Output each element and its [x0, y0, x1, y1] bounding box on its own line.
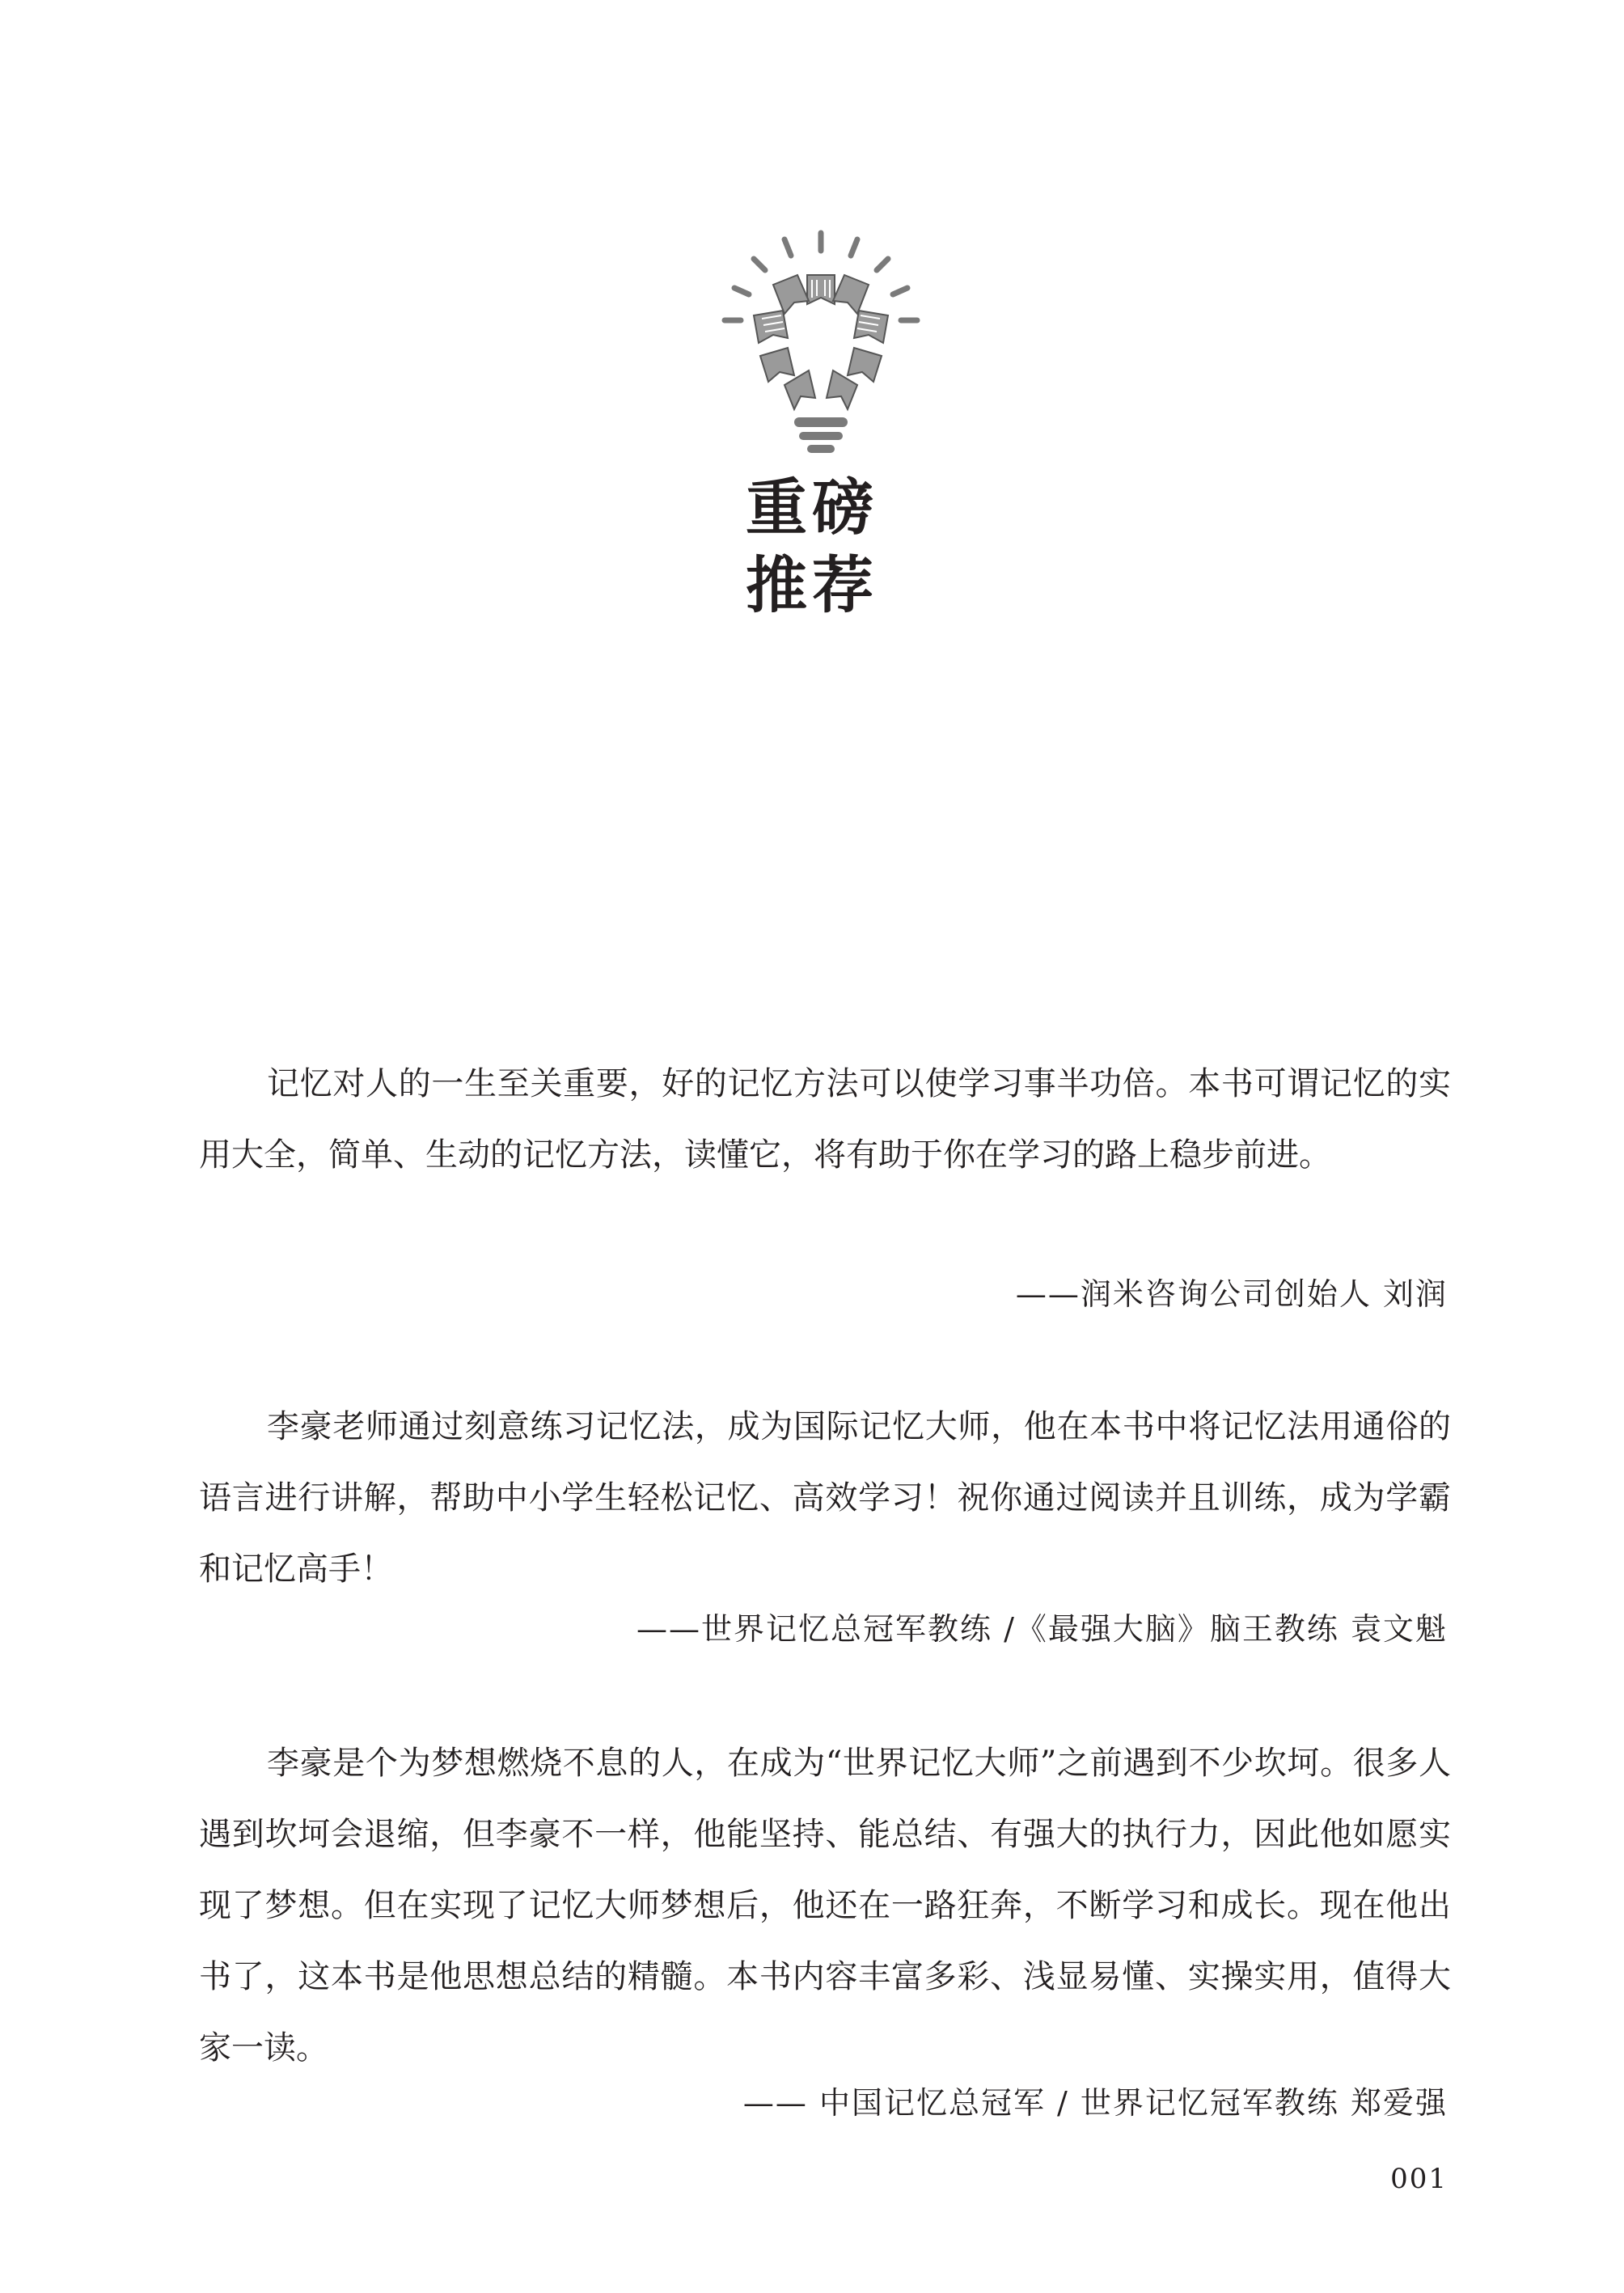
- recommendation-attribution: ——世界记忆总冠军教练 /《最强大脑》脑王教练 袁文魁: [636, 1611, 1448, 1647]
- recommendation-attribution: —— 中国记忆总冠军 / 世界记忆冠军教练 郑爱强: [742, 2085, 1448, 2121]
- recommendation-text: 记忆对人的一生至关重要，好的记忆方法可以使学习事半功倍。本书可谓记忆的实用大全，简单、生动的记忆方法，读懂它，将有助于你在学习的路上稳步前进。: [199, 1065, 1451, 1174]
- section-title-line2: 推荐: [746, 549, 878, 621]
- recommendation-text: 李豪老师通过刻意练习记忆法，成为国际记忆大师，他在本书中将记忆法用通俗的语言进行讲解，帮助中小学生轻松记忆、高效学习！祝你通过阅读并且训练，成为学霸和记忆高手！: [199, 1408, 1451, 1588]
- lightbulb-books-icon: [704, 226, 938, 461]
- recommendation-text: 李豪是个为梦想燃烧不息的人，在成为“世界记忆大师”之前遇到不少坎坷。很多人遇到坎坷会退缩，但李豪不一样，他能坚持、能总结、有强大的执行力，因此他如愿实现了梦想。但在实现了记忆大师梦想后，他还在一路狂奔，不断学习和成长。现在他出书了，这本书是他思想总结的精髓。本书内容丰富多彩、浅显易懂、实操实用，值得大家一读。: [199, 1745, 1451, 2067]
- recommendation-attribution: ——润米咨询公司创始人 刘润: [1015, 1276, 1448, 1312]
- page-number: 001: [1390, 2163, 1448, 2195]
- section-title-line1: 重磅: [746, 472, 878, 544]
